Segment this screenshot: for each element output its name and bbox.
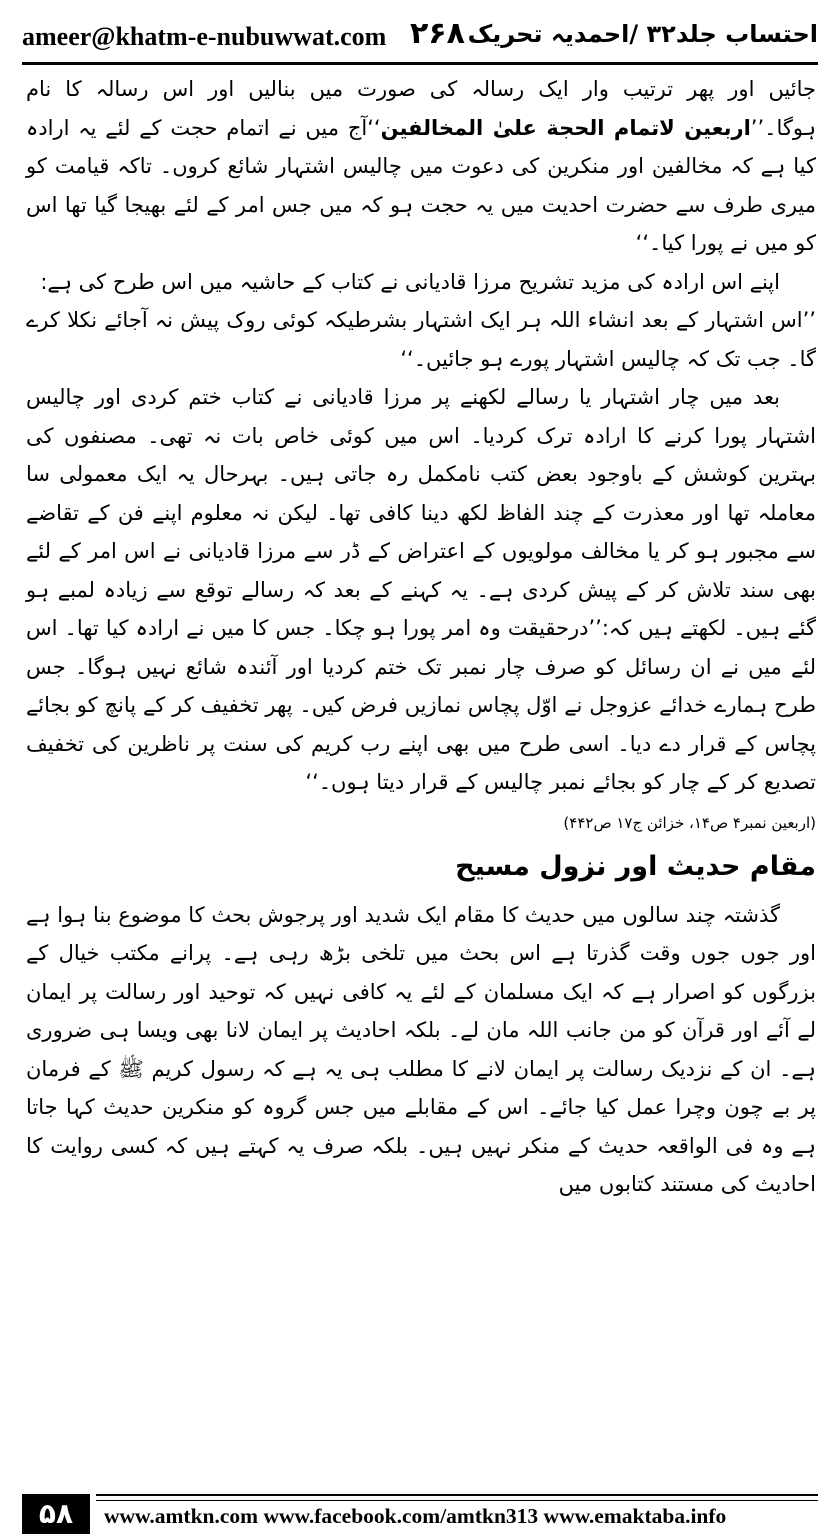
page-body xyxy=(26,70,816,1204)
paragraph-5: گذشتہ چند سالوں میں حدیث کا مقام ایک شدید اور پرجوش بحث کا موضوع بنا ہوا ہے اور جوں جوں وقت گذرتا ہے اس بحث میں تلخی بڑھ رہی ہے۔ پرانے مکتب خیال کے بزرگوں کو اصرار ہے کہ ایک مسلمان کے لئے یہ کافی نہیں کہ توحید اور رسالت پر ایمان لے آئے اور قرآن کو من جانب اللہ مان لے۔ بلکہ احادیث پر ایمان لانا بھی ویسا ہی ضروری ہے۔ ان کے نزدیک رسالت پر ایمان لانے کا مطلب ہی یہ ہے کہ رسول کریم ﷺ کے فرمان پر بے چون وچرا عمل کیا جائے۔ اس کے مقابلے میں جس گروہ کو منکرین حدیث کہا جاتا ہے وہ فی الواقعہ حدیث کے منکر نہیں ہیں۔ بلکہ صرف یہ کہتے ہیں کہ کسی روایت کا احادیث کی مستند کتابوں میں xyxy=(26,902,816,1196)
arabic-book-title: اربعین لاتمام الحجة علیٰ المخالفین xyxy=(380,115,751,140)
section-heading: مقام حدیث اور نزول مسیح xyxy=(455,850,816,882)
paragraph-4: بعد میں چار اشتہار یا رسالے لکھنے پر مرزا قادیانی نے کتاب ختم کردی اور چالیس اشتہار پورا کرنے کا ارادہ ترک کردیا۔ اس میں کوئی خاص بات نہ تھی۔ مصنفوں کی بہترین کوشش کے باوجود بعض کتب نامکمل رہ جاتی ہیں۔ بہرحال یہ ایک معمولی سا معاملہ تھا اور معذرت کے چند الفاظ لکھ دینا کافی تھا۔ لیکن نہ معلوم اپنے فن کے تقاضے سے مجبور ہو کر یا مخالف مولویوں کے اعتراض کے ڈر سے مرزا قادیانی نے اس امر کے لئے بھی سند تلاش کر کے پیش کردی ہے۔ یہ کہنے کے بعد کہ رسالے توقع سے زیادہ لمبے ہو گئے ہیں۔ لکھتے ہیں کہ:’’درحقیقت وہ امر پورا ہو چکا۔ جس کا میں نے ارادہ کیا تھا۔ اس لئے میں نے ان رسائل کو صرف چار نمبر تک ختم کردیا اور آئندہ شائع نہیں ہوگا۔ جس طرح ہمارے خدائے عزوجل نے اوّل پچاس نمازیں فرض کیں۔ پھر تخفیف کر کے پانچ کو بجائے پچاس کے قرار دے دیا۔ اسی طرح میں بھی اپنے رب کریم کی سنت پر ناظرین کی تخفیف تصدیع کر کے چار کو بجائے نمبر چالیس کے قرار دیتا ہوں۔‘‘ xyxy=(26,385,816,794)
footer-rule-thin xyxy=(96,1500,818,1501)
page-footer xyxy=(22,1490,818,1536)
paragraph-3-quote: ’’اس اشتہار کے بعد انشاء اللہ ہر ایک اشتہار بشرطیکہ کوئی روک پیش نہ آجائے نکلا کرے گا۔ جب تک کہ چالیس اشتہار پورے ہو جائیں۔‘‘ xyxy=(26,308,816,371)
paragraph-1-text: جائیں اور پھر ترتیب وار ایک رسالہ کی صورت میں بنالیں اور اس رسالہ کا نام ہوگا۔’’ xyxy=(26,77,817,140)
paragraph-2: اپنے اس ارادہ کی مزید تشریح مرزا قادیانی نے کتاب کے حاشیہ میں اس طرح کی ہے: xyxy=(40,269,780,294)
header-divider xyxy=(22,62,818,65)
reference-citation: (اربعین نمبر۴ ص۱۴، خزائن ج۱۷ ص۴۴۲) xyxy=(563,813,816,832)
header-page-number: ۲۶۸ xyxy=(410,16,465,51)
footer-rule-thick xyxy=(96,1494,818,1496)
page-header xyxy=(22,14,818,64)
paragraph-1 xyxy=(26,70,816,263)
header-book-title: احتساب جلد۳۲ /احمدیہ تحریک xyxy=(467,20,818,48)
header-email: ameer@khatm-e-nubuwwat.com xyxy=(22,22,387,51)
paragraph-1-continued: ‘‘آج میں نے اتمام حجت کے لئے یہ ارادہ کیا ہے کہ مخالفین اور منکرین کی دعوت میں چالیس اشتہار شائع کروں۔ تاکہ قیامت کو میری طرف سے حضرت احدیت میں یہ حجت ہو کہ میں جس امر کے لئے بھیجا گیا تھا اس کو میں نے پورا کیا۔‘‘ xyxy=(26,115,816,255)
footer-links: www.amtkn.com www.facebook.com/amtkn313 www.emaktaba.info xyxy=(104,1504,727,1528)
footer-page-number: ۵۸ xyxy=(22,1494,90,1534)
